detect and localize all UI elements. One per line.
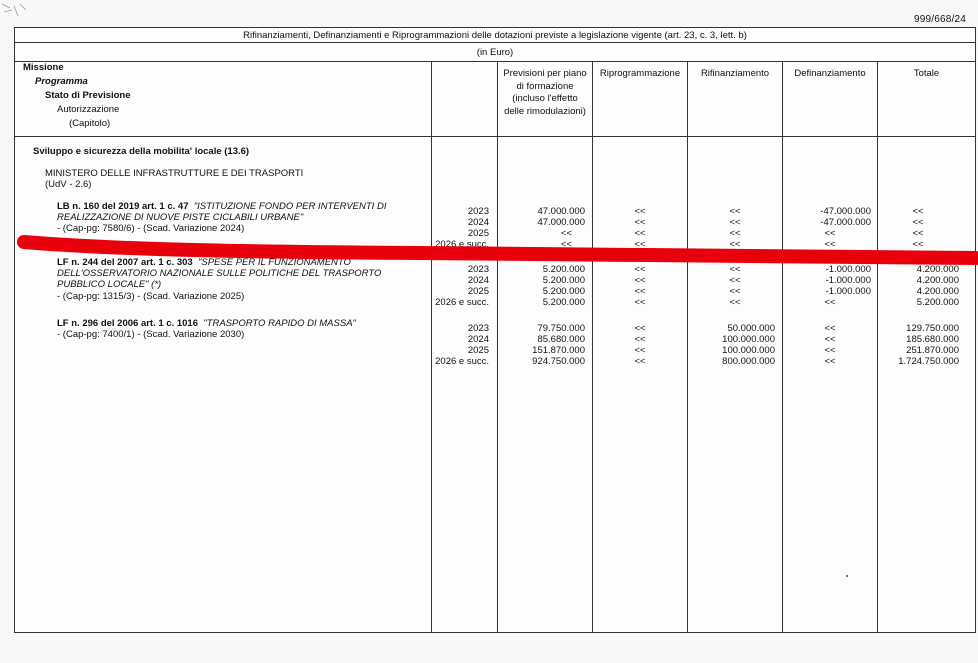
item-1-desc-cont: REALIZZAZIONE DI NUOVE PISTE CICLABILI URBANE" (57, 212, 304, 223)
item-2-capitolo: - (Cap-pg: 1315/3) - (Scad. Variazione 2025) (57, 291, 245, 302)
page-id: 999/668/24 (913, 14, 966, 25)
scan-corner-mark (0, 0, 40, 30)
item-2-year: 2024 (467, 275, 489, 286)
item-1-rifinanziamento: << (729, 239, 741, 250)
item-1-desc: "ISTITUZIONE FONDO PER INTERVENTI DI (193, 201, 387, 212)
item-3-year: 2023 (467, 323, 489, 334)
item-3-previsioni: 151.870.000 (532, 345, 585, 356)
item-3-totale: 1.724.750.000 (898, 356, 959, 367)
header-rifinanziamento: Rifinanziamento (700, 68, 770, 79)
item-2-riprogrammazione: << (634, 286, 646, 297)
item-1-riprogrammazione: << (634, 206, 646, 217)
ministry-name: MINISTERO DELLE INFRASTRUTTURE E DEI TRASPORTI (45, 168, 304, 179)
item-3-rifinanziamento: 800.000.000 (722, 356, 775, 367)
col-divider-4 (687, 61, 688, 632)
item-2-totale: 5.200.000 (916, 297, 959, 308)
item-3-riprogrammazione: << (634, 334, 646, 345)
item-2-riprogrammazione: << (634, 264, 646, 275)
item-3-previsioni: 924.750.000 (532, 356, 585, 367)
item-1-ref: LB n. 160 del 2019 art. 1 c. 47 (57, 201, 189, 212)
item-1-previsioni: << (560, 228, 572, 239)
table-title: Rifinanziamenti, Definanziamenti e Riprogrammazioni delle dotazioni previste a legislazione vigente (art. 23, c. 3, lett. b) (243, 30, 747, 41)
item-2-desc-cont: DELL'OSSERVATORIO NAZIONALE SULLE POLITICHE DEL TRASPORTO (57, 268, 382, 279)
item-1-definanziamento: -47.000.000 (820, 217, 871, 228)
item-2-ref: LF n. 244 del 2007 art. 1 c. 303 (57, 257, 193, 268)
item-1-totale: << (912, 206, 924, 217)
item-1-rifinanziamento: << (729, 228, 741, 239)
item-3-definanziamento: << (824, 356, 836, 367)
item-2-riprogrammazione: << (634, 275, 646, 286)
header-top-rule (15, 61, 975, 62)
item-2-totale: 4.200.000 (916, 286, 959, 297)
item-2-year: 2025 (467, 286, 489, 297)
item-1-totale: << (912, 228, 924, 239)
item-3-capitolo: - (Cap-pg: 7400/1) - (Scad. Variazione 2030) (57, 329, 245, 340)
item-2-previsioni: 5.200.000 (542, 275, 585, 286)
header-previsioni (498, 68, 592, 118)
header-previsioni-line: delle rimodulazioni) (504, 105, 586, 117)
item-2-definanziamento: << (824, 297, 836, 308)
header-autorizzazione: Autorizzazione (57, 104, 120, 115)
item-2-totale: 4.200.000 (916, 275, 959, 286)
item-3-heading (57, 318, 356, 329)
item-3-definanziamento: << (824, 345, 836, 356)
item-2-rifinanziamento: << (729, 286, 741, 297)
header-bottom-rule (15, 136, 975, 137)
item-2-rifinanziamento: << (729, 297, 741, 308)
header-definanziamento: Definanziamento (794, 68, 866, 79)
header-stato-previsione: Stato di Previsione (45, 90, 131, 101)
item-3-riprogrammazione: << (634, 345, 646, 356)
item-3-definanziamento: << (824, 323, 836, 334)
item-2-previsioni: 5.200.000 (542, 286, 585, 297)
item-1-riprogrammazione: << (634, 239, 646, 250)
item-2-riprogrammazione: << (634, 297, 646, 308)
item-2-rifinanziamento: << (729, 264, 741, 275)
item-3-rifinanziamento: 50.000.000 (727, 323, 775, 334)
item-3-riprogrammazione: << (634, 356, 646, 367)
item-3-rifinanziamento: 100.000.000 (722, 334, 775, 345)
item-2-desc: "SPESE PER IL FUNZIONAMENTO (198, 257, 351, 268)
item-1-capitolo: - (Cap-pg: 7580/6) - (Scad. Variazione 2024) (57, 223, 245, 234)
item-1-heading (57, 201, 386, 212)
item-2-year: 2026 e succ. (435, 297, 489, 308)
col-divider-1 (431, 61, 432, 632)
item-1-rifinanziamento: << (729, 217, 741, 228)
col-divider-2 (497, 61, 498, 632)
header-previsioni-line: Previsioni per piano (503, 68, 587, 79)
item-1-previsioni: 47.000.000 (537, 217, 585, 228)
ministry-udv: (UdV - 2.6) (45, 179, 92, 190)
item-1-totale: << (912, 239, 924, 250)
item-3-previsioni: 79.750.000 (537, 323, 585, 334)
item-3-year: 2024 (467, 334, 489, 345)
item-2-definanziamento: -1.000.000 (825, 264, 871, 275)
item-1-year: 2023 (467, 206, 489, 217)
item-1-year: 2025 (467, 228, 489, 239)
section-title: Sviluppo e sicurezza della mobilita' locale (13.6) (33, 146, 250, 157)
item-3-riprogrammazione: << (634, 323, 646, 334)
header-missione: Missione (23, 62, 64, 73)
item-3-totale: 251.870.000 (906, 345, 959, 356)
item-3-year: 2025 (467, 345, 489, 356)
unit-label: (in Euro) (476, 47, 514, 58)
item-3-year: 2026 e succ. (435, 356, 489, 367)
item-2-previsioni: 5.200.000 (542, 264, 585, 275)
item-1-definanziamento: << (824, 228, 836, 239)
item-2-previsioni: 5.200.000 (542, 297, 585, 308)
header-riprogrammazione: Riprogrammazione (599, 68, 681, 79)
item-2-definanziamento: -1.000.000 (825, 275, 871, 286)
budget-table (14, 27, 976, 633)
item-3-desc: "TRASPORTO RAPIDO DI MASSA" (203, 318, 356, 329)
header-programma: Programma (35, 76, 88, 87)
item-2-totale: 4.200.000 (916, 264, 959, 275)
item-2-definanziamento: -1.000.000 (825, 286, 871, 297)
item-2-rifinanziamento: << (729, 275, 741, 286)
item-3-ref: LF n. 296 del 2006 art. 1 c. 1016 (57, 318, 198, 329)
item-1-previsioni: << (560, 239, 572, 250)
item-3-definanziamento: << (824, 334, 836, 345)
header-totale: Totale (913, 68, 940, 79)
item-2-heading (57, 257, 351, 268)
item-3-previsioni: 85.680.000 (537, 334, 585, 345)
item-1-definanziamento: -47.000.000 (820, 206, 871, 217)
item-2-year: 2023 (467, 264, 489, 275)
item-2-desc-cont: PUBBLICO LOCALE" (*) (57, 279, 162, 290)
item-3-totale: 185.680.000 (906, 334, 959, 345)
item-1-riprogrammazione: << (634, 217, 646, 228)
item-1-previsioni: 47.000.000 (537, 206, 585, 217)
header-capitolo: (Capitolo) (69, 118, 111, 129)
item-3-rifinanziamento: 100.000.000 (722, 345, 775, 356)
item-1-totale: << (912, 217, 924, 228)
item-3-totale: 129.750.000 (906, 323, 959, 334)
title-divider (15, 42, 975, 43)
item-1-riprogrammazione: << (634, 228, 646, 239)
item-1-year: 2026 e succ. (435, 239, 489, 250)
item-1-rifinanziamento: << (729, 206, 741, 217)
item-1-year: 2024 (467, 217, 489, 228)
item-1-definanziamento: << (824, 239, 836, 250)
col-divider-6 (877, 61, 878, 632)
header-previsioni-line: di formazione (516, 80, 574, 92)
header-previsioni-line: (incluso l'effetto (512, 93, 578, 104)
scan-speck (846, 575, 848, 577)
